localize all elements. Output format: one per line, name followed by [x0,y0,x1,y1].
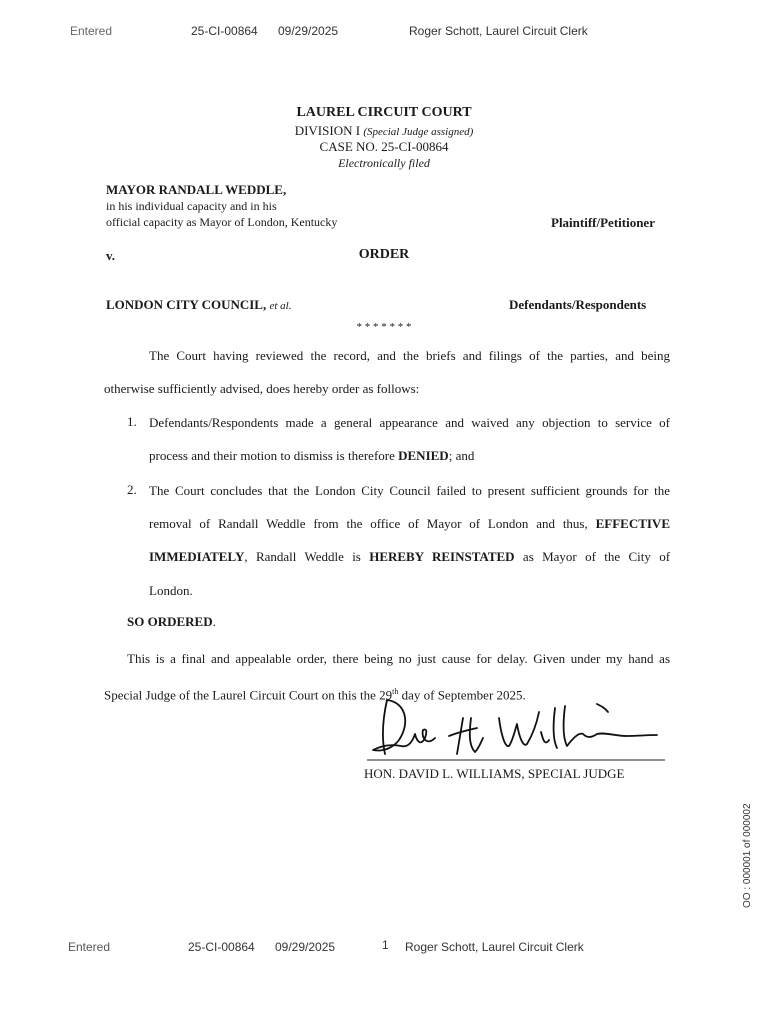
case-line: CASE NO. 25-CI-00864 [319,139,449,154]
item-2-effective: EFFECTIVE [595,516,670,531]
item-2-immediately: IMMEDIATELY [149,549,245,564]
plaintiff-capacity-1: in his individual capacity and in his [106,199,277,213]
page-count-stamp: OO : 000001 of 000002 [742,803,753,908]
plaintiff-name: MAYOR RANDALL WEDDLE, [106,182,287,197]
footer-clerk-name: Roger Schott, Laurel Circuit Clerk [405,940,584,954]
filing-note: Electronically filed [338,156,430,170]
so-ordered-period: . [212,614,216,629]
item-2-text-end: as Mayor of the City of [522,549,671,564]
page-number: 1 [382,938,389,952]
division-note: (Special Judge assigned) [363,126,474,138]
intro-line-2: otherwise sufficiently advised, does hereby order as follows: [104,381,420,396]
handwritten-signature [365,688,670,768]
division-line [0,123,768,139]
item-2-text-mid: , Randall Weddle is [244,549,361,564]
so-ordered-label: SO ORDERED [127,614,213,629]
item-2-reinstated: HEREBY REINSTATED [369,549,515,564]
item-2-line-1: The Court concludes that the London City Council failed to present sufficient grounds for the [149,483,670,498]
separator-asterisks: * * * * * * * [356,321,412,333]
document-title: ORDER [358,247,410,262]
item-1-number: 1. [127,414,137,429]
entered-label: Entered [70,24,113,38]
item-1-line-1: Defendants/Respondents made a general appearance and waived any objection to service of [149,415,670,430]
final-ordinal: th [392,687,399,696]
item-1-denied: DENIED [398,448,449,463]
footer-entered-label: Entered [68,940,111,954]
division-label: DIVISION I [294,123,361,138]
judge-signature-line: HON. DAVID L. WILLIAMS, SPECIAL JUDGE [364,766,625,781]
case-number: 25-CI-00864 [191,24,258,38]
footer-entered-date: 09/29/2025 [275,940,336,954]
defendant-name: LONDON CITY COUNCIL, [106,297,267,312]
item-2-text: removal of Randall Weddle from the office of Mayor of London and thus, [149,516,588,531]
item-2-line-2 [149,515,670,532]
final-text-end: day of September 2025. [398,687,526,703]
item-2-line-3 [149,548,670,565]
intro-line-1: The Court having reviewed the record, and the briefs and filings of the parties, and being [149,348,670,363]
item-2-number: 2. [127,482,137,497]
defendant-role: Defendants/Respondents [509,297,647,312]
item-1-text: process and their motion to dismiss is therefore [149,448,395,463]
plaintiff-capacity-2: official capacity as Mayor of London, Kentucky [106,215,338,229]
so-ordered [127,614,216,630]
clerk-name: Roger Schott, Laurel Circuit Clerk [409,24,588,38]
final-line-1: This is a final and appealable order, there being no just cause for delay. Given under my hand as [127,651,670,666]
defendant-line [106,297,291,313]
entered-date: 09/29/2025 [278,24,339,38]
item-1-line-2 [149,447,670,464]
defendant-etal: et al. [269,300,292,312]
item-2-line-4: London. [149,583,193,598]
plaintiff-role: Plaintiff/Petitioner [551,215,655,230]
footer-case-number: 25-CI-00864 [188,940,255,954]
final-text: Special Judge of the Laurel Circuit Court on this the 29 [104,687,393,703]
versus: v. [106,248,116,263]
court-name: LAUREL CIRCUIT COURT [296,105,472,120]
item-1-text-end: ; and [448,448,475,463]
